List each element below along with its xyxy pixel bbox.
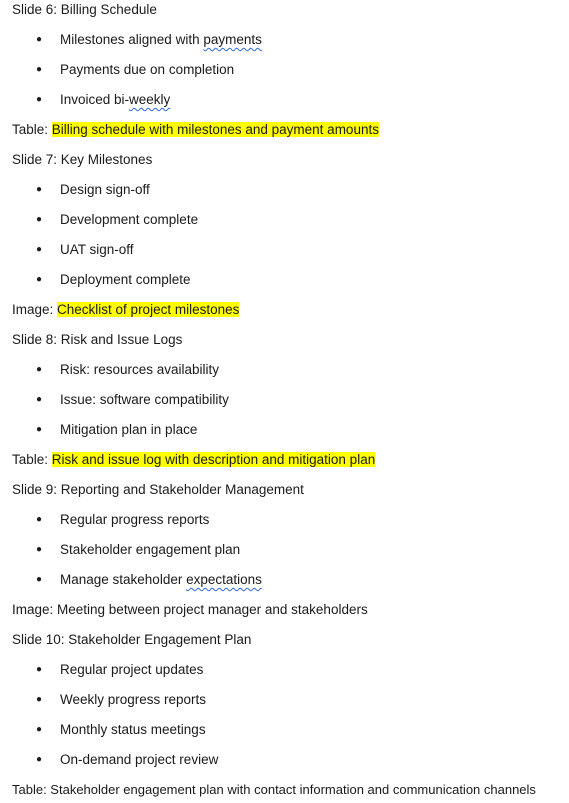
list-item [60,90,170,110]
bullet-icon: ● [36,274,43,285]
bullet-icon: ● [36,574,43,585]
list-item [60,570,262,590]
slide-7-heading: Slide 7: Key Milestones [12,152,153,167]
highlighted-text: Risk and issue log with description and mitigation plan [51,452,376,467]
list-item: Risk: resources availability [60,362,220,377]
bullet-icon: ● [36,424,43,435]
caption-label: Image: [12,302,58,317]
list-item-text: Manage stakeholder [60,572,187,587]
list-item: Issue: software compatibility [60,392,229,407]
list-item [60,30,262,50]
caption-label: Table: [12,452,52,467]
list-item: Monthly status meetings [60,722,206,737]
slide-8-heading: Slide 8: Risk and Issue Logs [12,332,183,347]
table-caption: Table: Stakeholder engagement plan with contact information and communication channels [12,782,536,797]
bullet-icon: ● [36,664,43,675]
list-item-text: Invoiced bi- [60,92,130,107]
bullet-icon: ● [36,754,43,765]
list-item: On-demand project review [60,752,219,767]
list-item: Deployment complete [60,272,191,287]
list-item: Payments due on completion [60,62,235,77]
slide-9-heading: Slide 9: Reporting and Stakeholder Management [12,482,304,497]
list-item: Weekly progress reports [60,692,207,707]
bullet-icon: ● [36,64,43,75]
image-caption: Image: Meeting between project manager and stakeholders [12,602,368,617]
list-item: Mitigation plan in place [60,422,198,437]
image-caption [12,300,239,320]
list-item: UAT sign-off [60,242,134,257]
bullet-icon: ● [36,694,43,705]
bullet-icon: ● [36,724,43,735]
bullet-icon: ● [36,544,43,555]
highlighted-text: Checklist of project milestones [57,302,240,317]
list-item: Regular progress reports [60,512,210,527]
list-item: Stakeholder engagement plan [60,542,241,557]
slide-10-heading: Slide 10: Stakeholder Engagement Plan [12,632,252,647]
bullet-icon: ● [36,244,43,255]
spellcheck-flagged-word[interactable]: weekly [129,92,171,107]
bullet-icon: ● [36,94,43,105]
table-caption [12,120,379,140]
list-item: Design sign-off [60,182,150,197]
bullet-icon: ● [36,394,43,405]
highlighted-text: Billing schedule with milestones and payment amounts [51,122,379,137]
slide-6-heading: Slide 6: Billing Schedule [12,2,157,17]
list-item: Regular project updates [60,662,204,677]
bullet-icon: ● [36,364,43,375]
spellcheck-flagged-word[interactable]: payments [203,32,262,47]
bullet-icon: ● [36,214,43,225]
caption-label: Table: [12,122,52,137]
list-item-text: Milestones aligned with [60,32,204,47]
bullet-icon: ● [36,184,43,195]
spellcheck-flagged-word[interactable]: expectations [186,572,262,587]
table-caption [12,450,375,470]
bullet-icon: ● [36,514,43,525]
list-item: Development complete [60,212,199,227]
bullet-icon: ● [36,34,43,45]
